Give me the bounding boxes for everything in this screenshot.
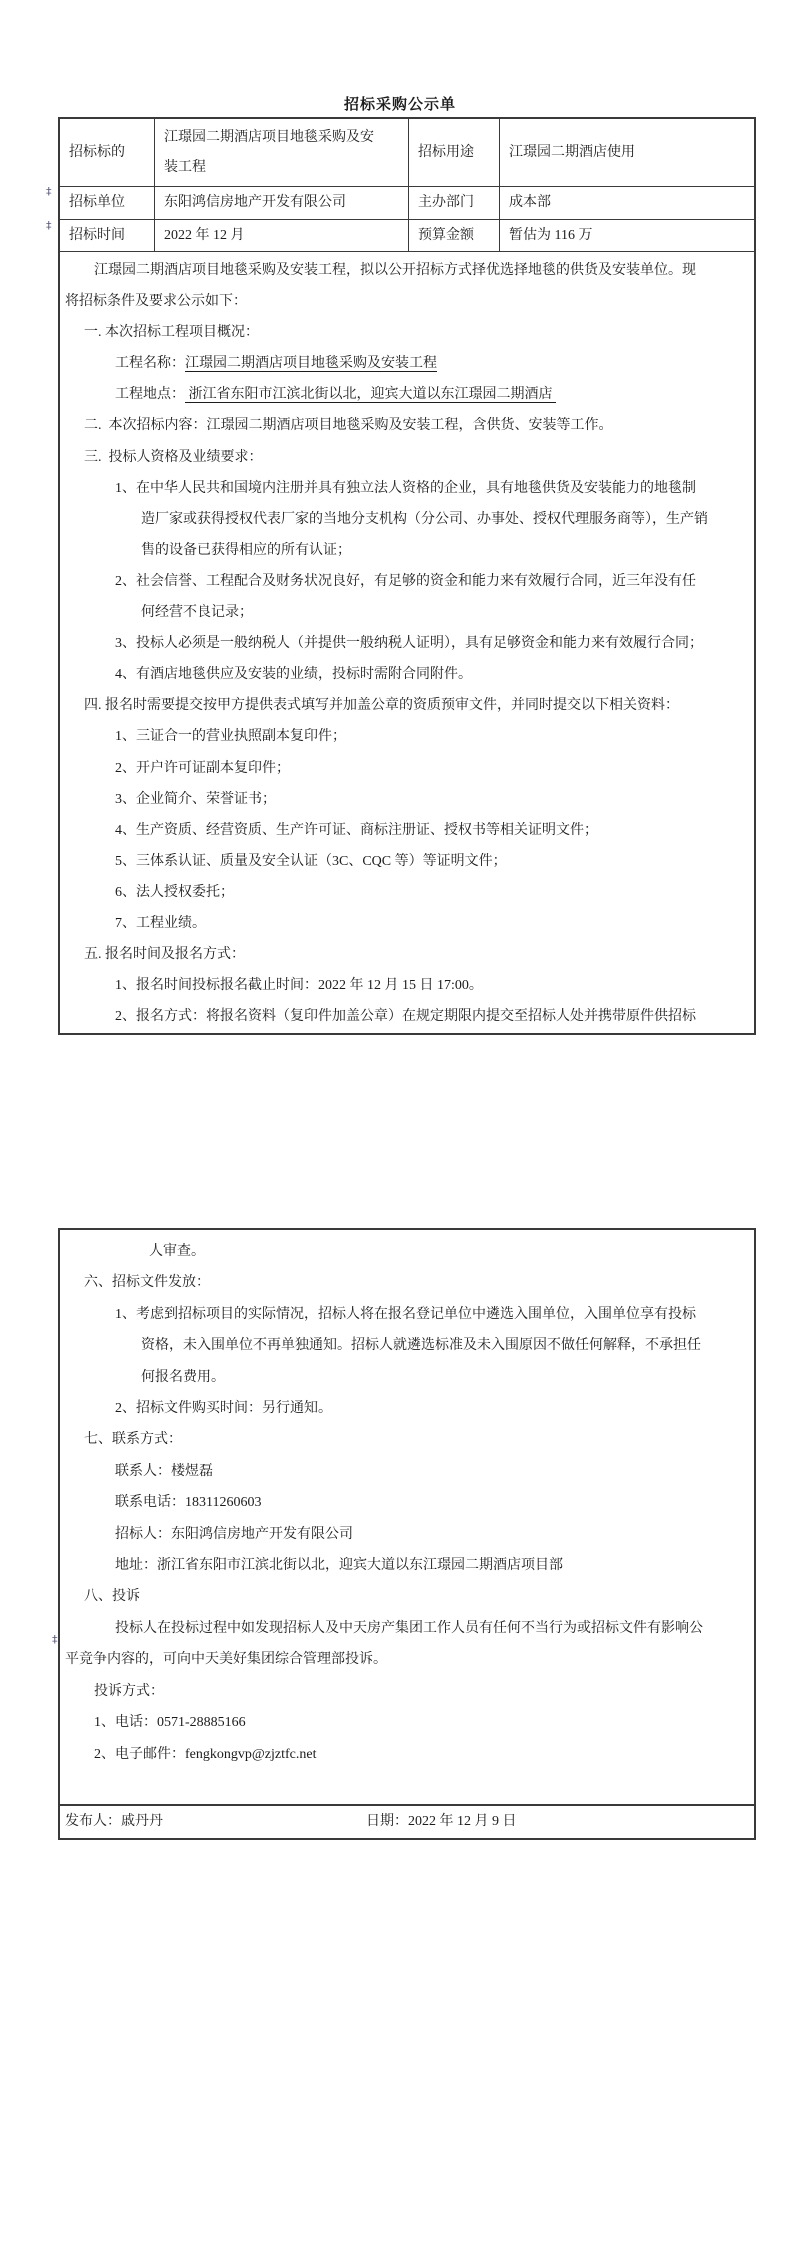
text-line: 八、投诉 (84, 1589, 140, 1605)
footer-row (60, 1804, 754, 1838)
text-line: 5、三体系认证、质量及安全认证（3C、CQC 等）等证明文件； (115, 853, 507, 869)
text-line: 造厂家或获得授权代表厂家的当地分支机构（分公司、办事处、授权代理服务商等），生产销 (141, 511, 708, 527)
text-line: 1、三证合一的营业执照副本复印件； (115, 729, 346, 745)
page1-body (60, 252, 754, 1032)
revision-mark-icon: ‡ (52, 1633, 58, 1646)
info-label-budget: 预算金额 (409, 220, 500, 252)
text-line (63, 379, 750, 410)
text-line: 地址：浙江省东阳市江滨北街以北，迎宾大道以东江璟园二期酒店项目部 (115, 1558, 563, 1574)
text-line: 何经营不良记录； (141, 605, 253, 621)
text-line: 三. 投标人资格及业绩要求： (84, 449, 263, 465)
info-value-host-dept: 成本部 (500, 187, 754, 220)
text-line: 七、联系方式： (84, 1432, 182, 1448)
underlined-value: 江璟园二期酒店项目地毯采购及安装工程 (185, 356, 437, 372)
text-line: 2、报名方式：将报名资料（复印件加盖公章）在规定期限内提交至招标人处并携带原件供招标 (115, 1009, 696, 1025)
text-line: 四. 报名时需要提交按甲方提供表式填写并加盖公章的资质预审文件，并同时提交以下相关资料： (84, 698, 679, 714)
info-label-tender-unit: 招标单位 (60, 187, 155, 220)
publisher-name: 发布人：戚丹丹 (65, 1814, 163, 1829)
page2-body (60, 1230, 754, 1770)
text-line: 3、企业简介、荣誉证书； (115, 791, 276, 807)
line-label: 工程名称： (115, 356, 185, 372)
text-line: 投标人在投标过程中如发现招标人及中天房产集团工作人员有任何不当行为或招标文件有影响公 (115, 1620, 703, 1636)
text-line: 1、电话：0571-28885166 (94, 1715, 246, 1731)
text-line (63, 348, 750, 379)
text-line: 资格，未入围单位不再单独通知。招标人就遴选标准及未入围原因不做任何解释，不承担任 (141, 1338, 701, 1354)
info-label-purpose: 招标用途 (409, 119, 500, 187)
line-label: 工程地点： (115, 387, 185, 403)
text-line: 4、有酒店地毯供应及安装的业绩，投标时需附合同附件。 (115, 667, 472, 683)
text-line: 六、招标文件发放： (84, 1275, 210, 1291)
text-line: 联系电话：18311260603 (115, 1495, 262, 1511)
text-line: 招标人：东阳鸿信房地产开发有限公司 (115, 1526, 353, 1542)
info-value-budget: 暂估为 116 万 (500, 220, 754, 252)
info-label-host-dept: 主办部门 (409, 187, 500, 220)
text-line: 4、生产资质、经营资质、生产许可证、商标注册证、授权书等相关证明文件； (115, 822, 598, 838)
publish-date: 日期：2022 年 12 月 9 日 (366, 1814, 517, 1829)
text-line: 联系人：楼煜磊 (115, 1463, 213, 1479)
info-value-subject: 江璟园二期酒店项目地毯采购及安装工程 (155, 119, 409, 187)
revision-mark-icon: ‡ (46, 185, 52, 198)
text-line: 2、招标文件购买时间：另行通知。 (115, 1401, 332, 1417)
text-line: 一. 本次招标工程项目概况： (84, 325, 259, 341)
text-line: 2、社会信誉、工程配合及财务状况良好，有足够的资金和能力来有效履行合同，近三年没有任 (115, 573, 696, 589)
text-line: 售的设备已获得相应的所有认证； (141, 542, 351, 558)
info-value-purpose: 江璟园二期酒店使用 (500, 119, 754, 187)
text-line: 五. 报名时间及报名方式： (84, 947, 245, 963)
text-line: 1、在中华人民共和国境内注册并具有独立法人资格的企业，具有地毯供货及安装能力的地毯制 (115, 480, 696, 496)
text-line: 6、法人授权委托； (115, 884, 234, 900)
revision-mark-icon: ‡ (46, 219, 52, 232)
text-line: 将招标条件及要求公示如下： (65, 294, 247, 310)
underlined-value: 浙江省东阳市江滨北街以北，迎宾大道以东江璟园二期酒店 (185, 387, 556, 403)
info-label-subject: 招标标的 (60, 119, 155, 187)
text-line: 平竞争内容的，可向中天美好集团综合管理部投诉。 (65, 1652, 387, 1668)
text-line: 投诉方式： (94, 1683, 164, 1699)
info-value-tender-time: 2022 年 12 月 (155, 220, 409, 252)
info-label-tender-time: 招标时间 (60, 220, 155, 252)
text-line: 何报名费用。 (141, 1369, 225, 1385)
text-line: 二. 本次招标内容：江璟园二期酒店项目地毯采购及安装工程，含供货、安装等工作。 (84, 418, 613, 434)
text-line: 江璟园二期酒店项目地毯采购及安装工程，拟以公开招标方式择优选择地毯的供货及安装单位。现 (94, 263, 696, 278)
info-value-tender-unit: 东阳鸿信房地产开发有限公司 (155, 187, 409, 220)
info-table (60, 119, 754, 252)
announcement-table-page2 (58, 1228, 756, 1840)
text-line: 人审查。 (149, 1244, 205, 1259)
text-line: 2、电子邮件：fengkongvp@zjztfc.net (94, 1746, 317, 1762)
text-line: 2、开户许可证副本复印件； (115, 760, 290, 776)
text-line: 7、工程业绩。 (115, 915, 206, 931)
text-line: 3、投标人必须是一般纳税人（并提供一般纳税人证明），具有足够资金和能力来有效履行合同； (115, 636, 703, 652)
announcement-table-page1 (58, 117, 756, 1035)
text-line: 1、考虑到招标项目的实际情况，招标人将在报名登记单位中遴选入围单位，入围单位享有投标 (115, 1306, 696, 1322)
text-line: 1、报名时间投标报名截止时间：2022 年 12 月 15 日 17:00。 (115, 978, 483, 994)
page-title: 招标采购公示单 (343, 97, 456, 113)
